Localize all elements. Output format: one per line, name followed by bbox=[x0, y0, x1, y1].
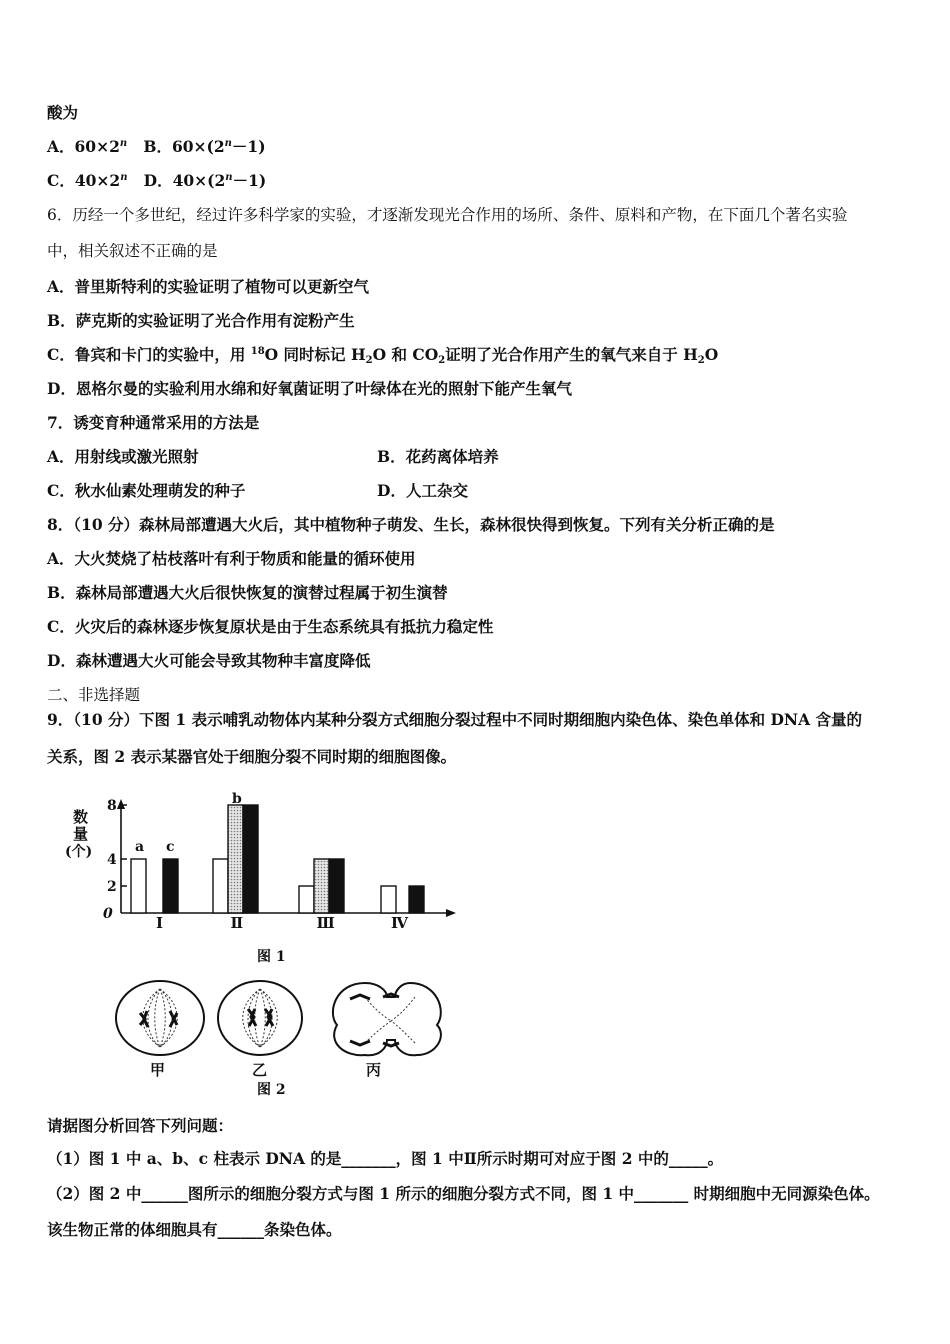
q5-options-ab bbox=[47, 137, 266, 157]
bar-a-4 bbox=[381, 886, 396, 913]
bar-chart bbox=[65, 791, 456, 965]
q9-stem-line2: 关系，图 2 表示某器官处于细胞分裂不同时期的细胞图像。 bbox=[47, 747, 457, 766]
bar-a-2 bbox=[213, 859, 228, 913]
y-tick-label: 0 bbox=[103, 906, 113, 922]
x-tick-label: Ⅳ bbox=[391, 914, 409, 932]
q5-option-b[interactable]: B．$60\times(2^n-1)$ bbox=[143, 137, 266, 156]
y-tick-label: 2 bbox=[107, 879, 117, 895]
q9-sub2-line2: 该生物正常的体细胞具有______条染色体。 bbox=[47, 1220, 342, 1239]
x-axis-arrow bbox=[446, 909, 456, 917]
q5-option-c[interactable]: C．$40\times 2^n$ bbox=[47, 171, 128, 190]
q7-option-d[interactable]: D．人工杂交 bbox=[377, 481, 468, 500]
q5-continuation: 酸为 bbox=[47, 103, 79, 122]
x-tick-label: Ⅰ bbox=[156, 914, 164, 932]
q6-option-a[interactable]: A．普里斯特利的实验证明了植物可以更新空气 bbox=[47, 277, 370, 296]
q6-option-b[interactable]: B．萨克斯的实验证明了光合作用有淀粉产生 bbox=[47, 311, 355, 330]
cell-yi bbox=[218, 981, 302, 1079]
bar-c-2 bbox=[243, 805, 258, 913]
q9-prompt: 请据图分析回答下列问题： bbox=[47, 1116, 234, 1135]
bar-b-3 bbox=[314, 859, 329, 913]
q7-option-a[interactable]: A．用射线或激光照射 bbox=[47, 447, 199, 466]
cell-bing-label: 丙 bbox=[366, 1061, 382, 1079]
q8-option-d[interactable]: D．森林遭遇大火可能会导致其物种丰富度降低 bbox=[47, 651, 371, 670]
bar-c-4 bbox=[409, 886, 424, 913]
q6-option-d[interactable]: D．恩格尔曼的实验利用水绵和好氧菌证明了叶绿体在光的照射下能产生氧气 bbox=[47, 379, 572, 398]
q7-options-cd bbox=[47, 481, 468, 501]
cell-yi-label: 乙 bbox=[252, 1061, 268, 1079]
bar-c-1 bbox=[163, 859, 178, 913]
q8-option-a[interactable]: A．大火焚烧了枯枝落叶有利于物质和能量的循环使用 bbox=[47, 549, 416, 568]
q9-sub1: （1）图 1 中 a、b、c 柱表示 DNA 的是_______，图 1 中Ⅱ所示时期可对应于图 2 中的_____。 bbox=[47, 1149, 724, 1168]
y-tick-label: 8 bbox=[107, 798, 117, 814]
cell-bing bbox=[333, 983, 441, 1079]
y-tick-label: 4 bbox=[107, 852, 117, 868]
y-axis-arrow bbox=[117, 799, 125, 809]
q6-stem-line1: 6．历经一个多世纪，经过许多科学家的实验，才逐渐发现光合作用的场所、条件、原料和产物，在下面几个著名实验 bbox=[47, 206, 848, 224]
q8-option-b[interactable]: B．森林局部遭遇大火后很快恢复的演替过程属于初生演替 bbox=[47, 583, 448, 602]
cell-jia-label: 甲 bbox=[150, 1061, 166, 1079]
q8-stem: 8．（10 分）森林局部遭遇大火后，其中植物种子萌发、生长，森林很快得到恢复。下列有关分析正确的是 bbox=[47, 515, 775, 534]
q7-options-ab bbox=[47, 447, 499, 467]
figure-2-cells bbox=[116, 981, 441, 1098]
section-2-title: 二、非选择题 bbox=[47, 686, 141, 704]
y-label-char-3: (个) bbox=[65, 844, 93, 860]
bar-a-1 bbox=[131, 859, 146, 913]
y-label-char-1: 数 bbox=[73, 808, 89, 826]
x-tick-label: Ⅱ bbox=[230, 914, 244, 932]
bar-label-c: c bbox=[166, 839, 175, 855]
q5-option-d[interactable]: D．$40\times(2^n-1)$ bbox=[143, 171, 267, 190]
q7-option-b[interactable]: B．花药离体培养 bbox=[377, 447, 499, 466]
q6-option-c[interactable]: C．鲁宾和卡门的实验中，用 $^{18}$O 同时标记 $H_2O$ 和 $CO_2$证明了光合作用产生的氧气来自于 $H_2O$ bbox=[47, 345, 719, 366]
q8-option-c[interactable]: C．火灾后的森林逐步恢复原状是由于生态系统具有抵抗力稳定性 bbox=[47, 617, 494, 636]
bar-a-3 bbox=[299, 886, 314, 913]
q5-option-a[interactable]: A．$60\times 2^n$ bbox=[47, 137, 128, 156]
q5-options-cd bbox=[47, 171, 266, 191]
q6-stem-line2: 中，相关叙述不正确的是 bbox=[47, 242, 218, 260]
q7-stem: 7．诱变育种通常采用的方法是 bbox=[47, 413, 260, 432]
cell-jia bbox=[116, 981, 204, 1079]
y-label-char-2: 量 bbox=[73, 825, 89, 843]
x-tick-label: Ⅲ bbox=[316, 914, 335, 932]
bar-label-a: a bbox=[135, 839, 145, 855]
q9-sub2-line1: （2）图 2 中______图所示的细胞分裂方式与图 1 所示的细胞分裂方式不同，图 1 中_______ 时期细胞中无同源染色体。 bbox=[47, 1184, 880, 1203]
q9-stem-line1: 9．（10 分）下图 1 表示哺乳动物体内某种分裂方式细胞分裂过程中不同时期细胞内染色体、染色单体和 DNA 含量的 bbox=[47, 710, 863, 729]
bar-label-b: b bbox=[232, 791, 242, 807]
q7-option-c[interactable]: C．秋水仙素处理萌发的种子 bbox=[47, 481, 246, 500]
figure-2-title: 图 2 bbox=[257, 1082, 286, 1098]
bar-b-2 bbox=[228, 805, 243, 913]
figure-1-2 bbox=[65, 785, 465, 1100]
figure-1-title: 图 1 bbox=[257, 949, 286, 965]
bar-c-3 bbox=[329, 859, 344, 913]
